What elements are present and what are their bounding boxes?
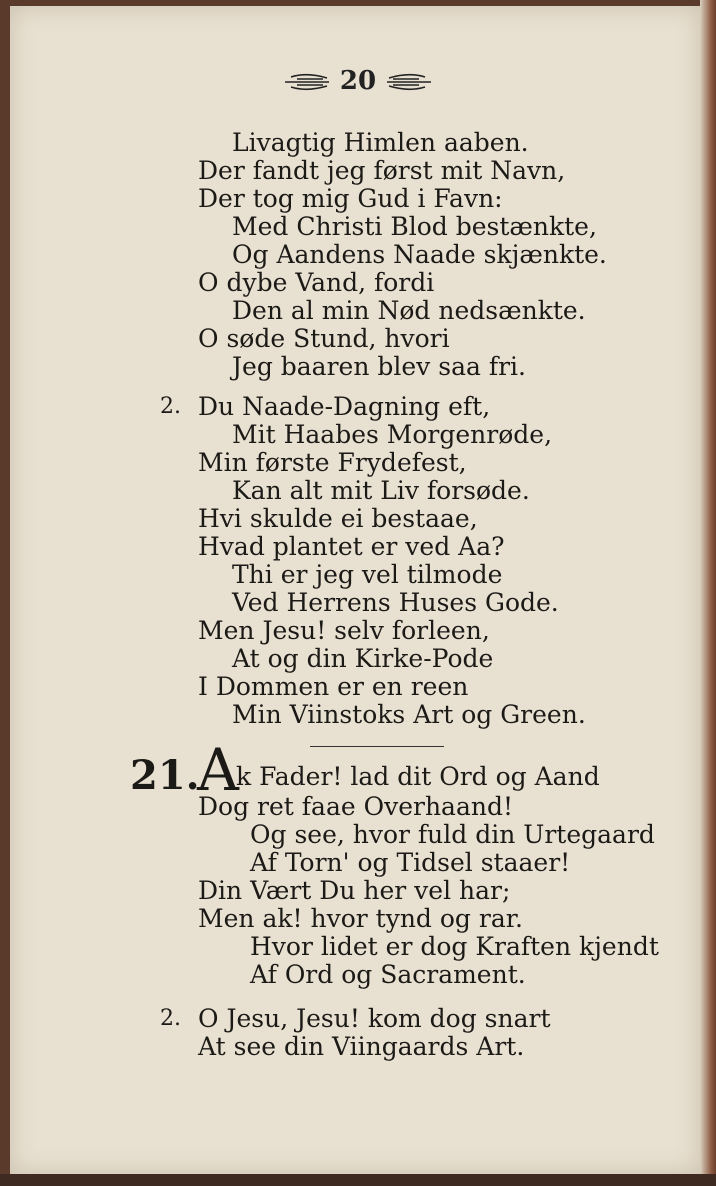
- verse-line: Min Viinstoks Art og Green.: [232, 700, 586, 729]
- page-number: 20: [339, 66, 377, 96]
- verse-line: Men Jesu! selv forleen,: [198, 616, 490, 645]
- verse-line: Med Christi Blod bestænkte,: [232, 212, 597, 241]
- verse-line: Kan alt mit Liv forsøde.: [232, 476, 530, 505]
- verse-line: Der fandt jeg først mit Navn,: [198, 156, 566, 185]
- hymn-number: 21.: [130, 752, 200, 799]
- verse-line: Mit Haabes Morgenrøde,: [232, 420, 553, 449]
- verse-line: Du Naade-Dagning eft,: [198, 392, 491, 421]
- verse-line: Af Ord og Sacrament.: [250, 960, 526, 989]
- verse-number: 2.: [160, 1006, 181, 1031]
- verse-number: 2.: [160, 394, 181, 419]
- page-edge: [700, 0, 716, 1186]
- verse-line: k Fader! lad dit Ord og Aand: [236, 762, 600, 791]
- verse-line: Hvi skulde ei bestaae,: [198, 504, 478, 533]
- verse-line: Der tog mig Gud i Favn:: [198, 184, 503, 213]
- verse-line: Hvad plantet er ved Aa?: [198, 532, 505, 561]
- verse-line: At og din Kirke-Pode: [232, 644, 494, 673]
- verse-line: Din Vært Du her vel har;: [198, 876, 511, 905]
- verse-line: Af Torn' og Tidsel staaer!: [250, 848, 571, 877]
- verse-line: O Jesu, Jesu! kom dog snart: [198, 1004, 551, 1033]
- verse-line: At see din Viingaards Art.: [198, 1032, 525, 1061]
- verse-line: Ved Herrens Huses Gode.: [232, 588, 559, 617]
- verse-line: Den al min Nød nedsænkte.: [232, 296, 586, 325]
- verse-line: Men ak! hvor tynd og rar.: [198, 904, 523, 933]
- verse-line: Min første Frydefest,: [198, 448, 467, 477]
- verse-line: Thi er jeg vel tilmode: [232, 560, 503, 589]
- verse-line: Jeg baaren blev saa fri.: [232, 352, 526, 381]
- right-ornament-icon: [385, 73, 433, 91]
- page-header: [0, 66, 716, 96]
- verse-line: Og Aandens Naade skjænkte.: [232, 240, 607, 269]
- hymn-divider: [310, 746, 444, 747]
- left-ornament-icon: [283, 73, 331, 91]
- drop-cap: A: [197, 736, 239, 804]
- verse-line: O dybe Vand, fordi: [198, 268, 435, 297]
- verse-line: O søde Stund, hvori: [198, 324, 450, 353]
- verse-line: I Dommen er en reen: [198, 672, 469, 701]
- verse-line: Livagtig Himlen aaben.: [232, 128, 529, 157]
- verse-line: Dog ret faae Overhaand!: [198, 792, 514, 821]
- verse-line: Hvor lidet er dog Kraften kjendt: [250, 932, 659, 961]
- book-bottom-edge: [0, 1174, 716, 1186]
- verse-line: Og see, hvor fuld din Urtegaard: [250, 820, 655, 849]
